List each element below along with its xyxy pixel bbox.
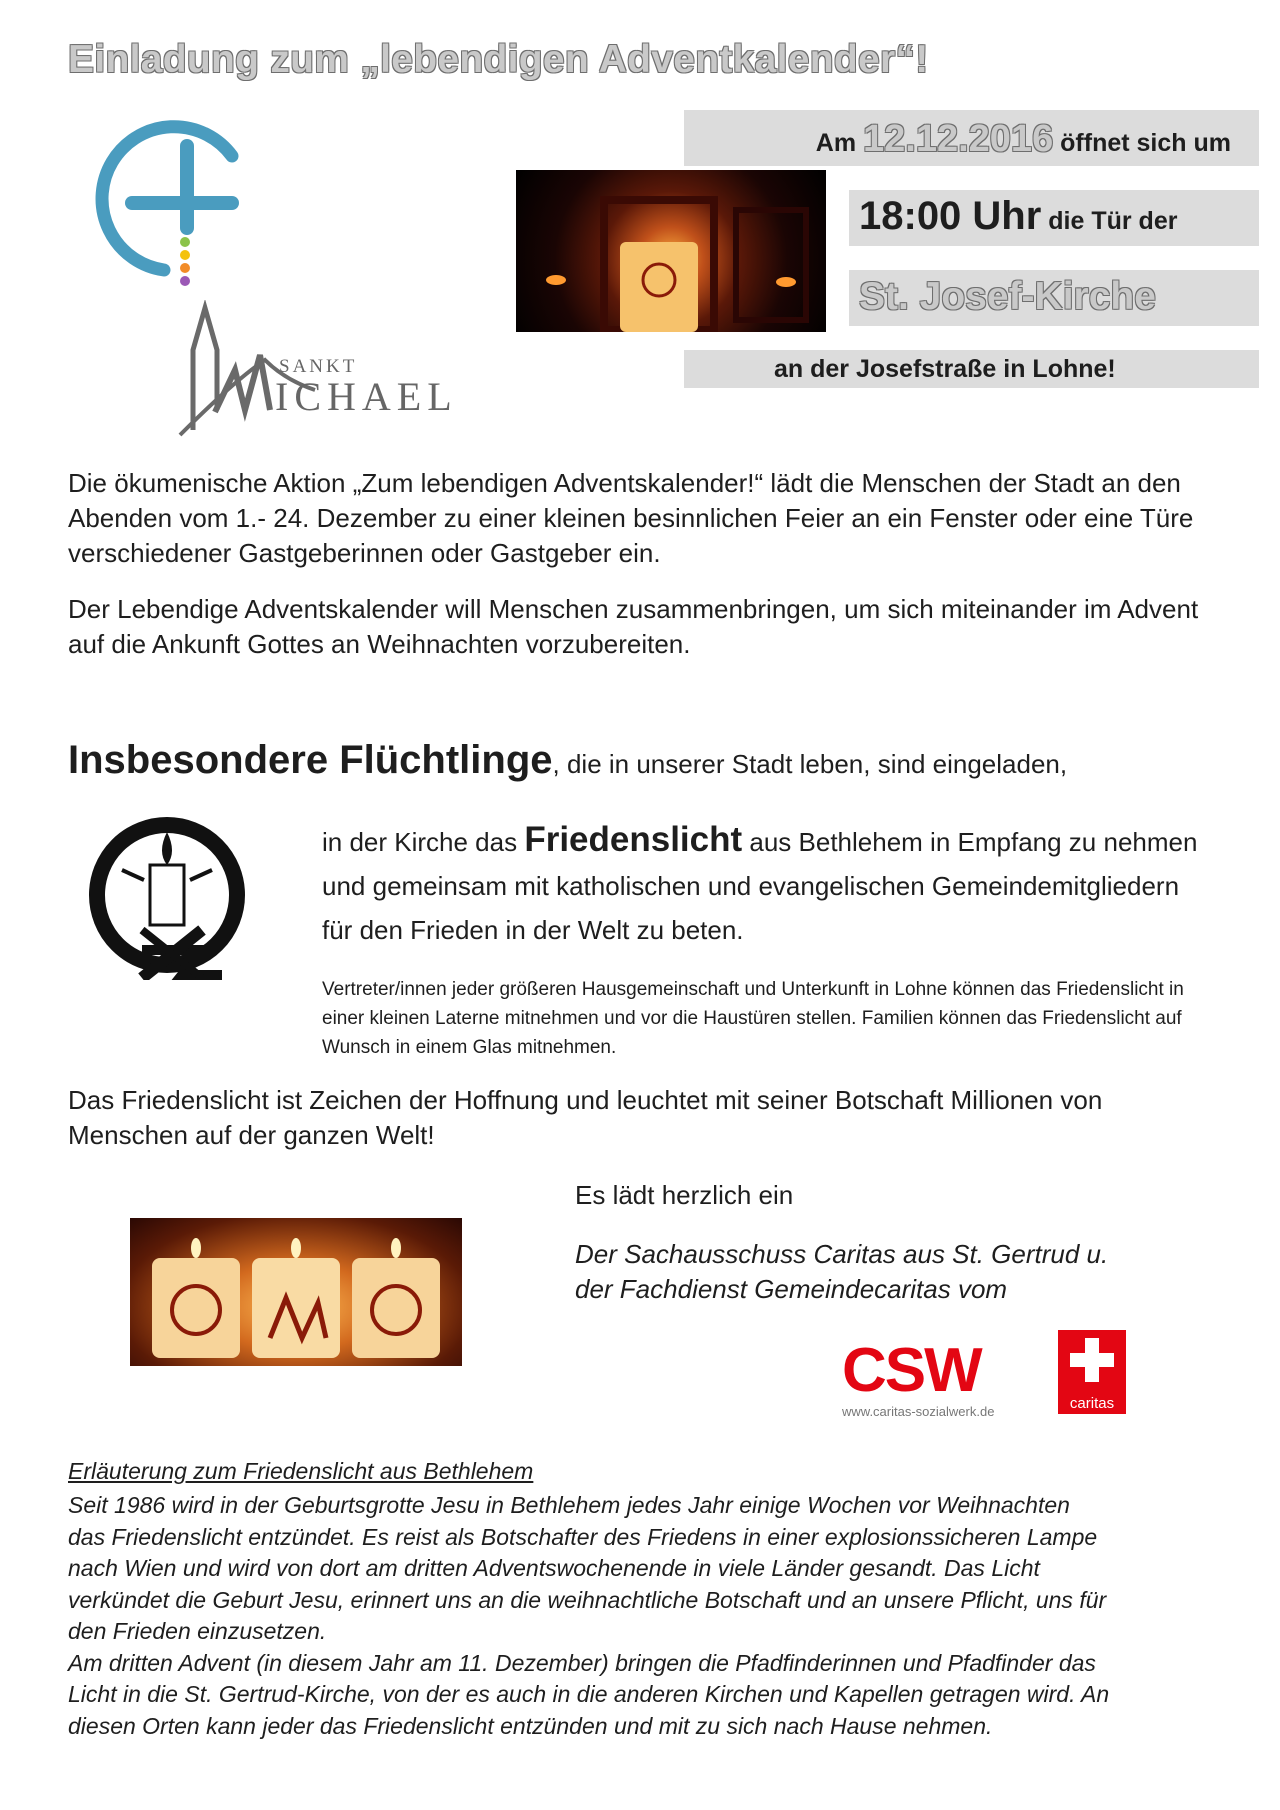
date-post: öffnet sich um — [1053, 129, 1231, 157]
explanation-title: Erläuterung zum Friedenslicht aus Bethlehem — [68, 1458, 534, 1484]
explanation-line: Am dritten Advent (in diesem Jahr am 11. Dezember) bringen die Pfadfinderinnen und Pfadfinder das — [68, 1649, 1096, 1676]
explanation-line: den Frieden einzusetzen. — [68, 1618, 327, 1644]
address-bar — [684, 350, 1259, 388]
time-post: die Tür der — [1041, 207, 1178, 235]
event-date: 12.12.2016 — [863, 118, 1054, 160]
friedenslicht-big: Friedenslicht — [524, 820, 743, 859]
caritas-label: caritas — [1069, 1395, 1115, 1412]
explanation-text — [68, 1490, 1218, 1742]
page-title: Einladung zum „lebendigen Adventkalender“! — [68, 38, 929, 81]
church-bar — [849, 270, 1259, 326]
explanation-line: das Friedenslicht entzündet. Es reist als Botschafter des Friedens in einer explosionssicheren Lampe — [68, 1523, 1098, 1550]
explanation-line: Licht in die St. Gertrud-Kirche, von der es auch in die anderen Kirchen und Kapellen getragen wird. An — [68, 1681, 1110, 1707]
csw-logo — [842, 1336, 1052, 1420]
refugees-big: Insbesondere Flüchtlinge — [68, 738, 553, 782]
invite-org-1: Der Sachausschuss Caritas aus St. Gertrud u. — [575, 1239, 1109, 1269]
hope-paragraph: Das Friedenslicht ist Zeichen der Hoffnung und leuchtet mit seiner Botschaft Millionen von Menschen auf der ganzen Welt! — [68, 1085, 1103, 1150]
event-time: 18:00 Uhr — [859, 194, 1042, 238]
invite-orgs — [575, 1237, 1108, 1307]
time-bar — [849, 190, 1259, 246]
michael-sankt-text: SANKT — [279, 356, 358, 377]
friedenslicht-paragraph — [322, 818, 1202, 952]
small-note: Vertreter/innen jeder größeren Hausgemeinschaft und Unterkunft in Lohne können das Friedenslicht in einer kleinen Laterne mitnehmen und vor die Haustüren stellen. Familien können das Friedenslicht auf Wunsch in einem Glas mitnehmen. — [322, 979, 1184, 1058]
lantern-photo — [516, 170, 826, 332]
church-address: an der Josefstraße in Lohne! — [774, 355, 1116, 383]
caritas-cross-icon — [1058, 1330, 1126, 1390]
invite-line: Es lädt herzlich ein — [575, 1180, 794, 1210]
friedenslicht-emblem — [82, 810, 252, 980]
explanation-line: nach Wien und wird von dort am dritten Adventswochenende in viele Länder gesandt. Das Licht — [68, 1555, 1040, 1581]
explanation-line: Seit 1986 wird in der Geburtsgrotte Jesu in Bethlehem jedes Jahr einige Wochen vor Weihnachten — [68, 1492, 1070, 1518]
church-name: St. Josef-Kirche — [859, 275, 1156, 318]
invite-org-2: der Fachdienst Gemeindecaritas vom — [575, 1274, 1008, 1304]
refugees-heading — [68, 738, 1067, 783]
date-pre: Am — [815, 129, 864, 157]
candles-photo — [130, 1218, 462, 1366]
refugees-rest: , die in unserer Stadt leben, sind eingeladen, — [552, 749, 1068, 779]
friedenslicht-post: aus Bethlehem in Empfang zu nehmen und gemeinsam mit katholischen und evangelischen Gemeindemitgliedern für den Frieden in der Welt zu beten. — [322, 827, 1198, 945]
intro-paragraph-2: Der Lebendige Adventskalender will Menschen zusammenbringen, um sich miteinander im Advent auf die Ankunft Gottes an Weihnachten vorzubereiten. — [68, 594, 1199, 659]
caritas-logo — [1058, 1330, 1126, 1414]
csw-logo-text: CSW — [842, 1336, 981, 1405]
gemeinde-logo — [82, 108, 252, 288]
intro-paragraph-1: Die ökumenische Aktion „Zum lebendigen Adventskalender!“ lädt die Menschen der Stadt an den Abenden vom 1.- 24. Dezember zu einer kleinen besinnlichen Feier an ein Fenster oder eine Türe verschiedener Gastgeberinnen oder Gastgeber ein. — [68, 468, 1194, 568]
explanation-line: verkündet die Geburt Jesu, erinnert uns an die weihnachtliche Botschaft und an unsere Pflicht, uns für — [68, 1586, 1107, 1613]
csw-url: www.caritas-sozialwerk.de — [842, 1404, 995, 1419]
date-bar — [684, 110, 1259, 166]
sankt-michael-logo — [175, 300, 465, 440]
michael-name-text: ICHAEL — [275, 374, 458, 419]
explanation-line: diesen Orten kann jeder das Friedenslicht entzünden und mit zu sich nach Hause nehmen. — [68, 1712, 993, 1739]
friedenslicht-pre: in der Kirche das — [322, 827, 525, 857]
